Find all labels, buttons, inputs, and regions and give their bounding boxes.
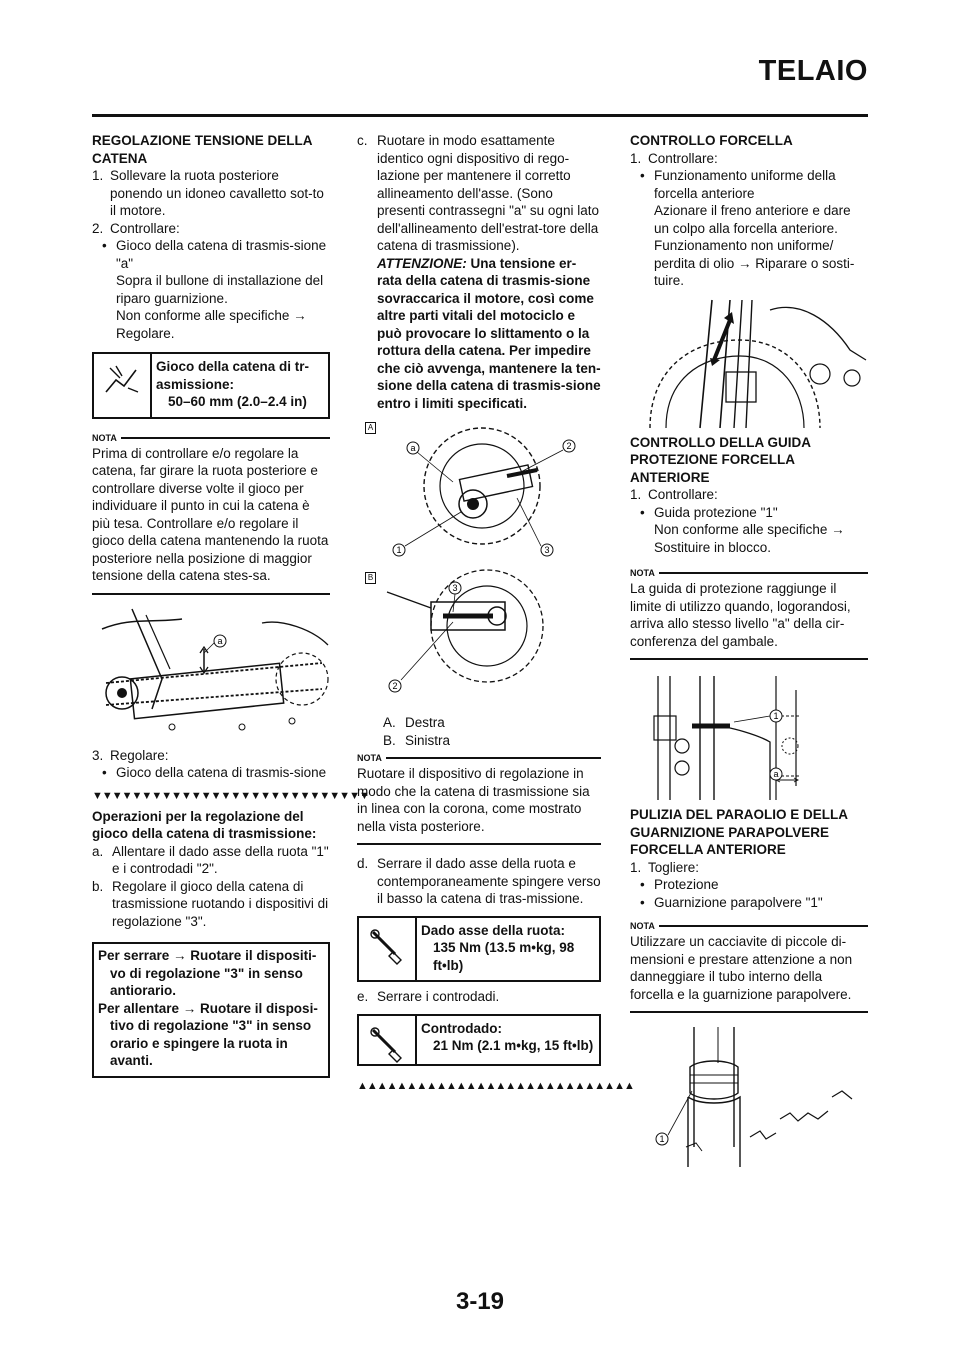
figure-tag-b: B (365, 572, 376, 584)
op-d: d. Serrare il dado asse della ruota e contemporaneamente spingere verso il basso la catena di tras-missione. (357, 856, 601, 906)
note-box (92, 433, 330, 595)
note-text: Utilizzare un cacciavite di piccole di-mensioni e prestare attenzione a non danneggiare il tubo interno della forcella e la guarnizione parapolvere. (630, 934, 853, 1002)
bullet-fork-operation: • Funzionamento uniforme della forcella anteriore (640, 168, 836, 201)
note-heading: NOTA (92, 433, 330, 443)
bullet-dust-seal: • Guarnizione parapolvere "1" (640, 894, 823, 910)
figure-tag-a: A (365, 422, 376, 434)
section-heading-seal-cleaning: PULIZIA DEL PARAOLIO E DELLA GUARNIZIONE PARAPOLVERE FORCELLA ANTERIORE (630, 807, 848, 857)
torque-wrench-icon (359, 918, 417, 981)
figure-label-1: 1 (396, 545, 402, 555)
column-3 (630, 132, 868, 1167)
page-title: TELAIO (758, 55, 868, 87)
column-1 (92, 132, 369, 1078)
note-heading: NOTA (630, 568, 868, 578)
spec-label: Gioco della catena di tr-asmissione: (156, 359, 310, 392)
spec-value: 135 Nm (13.5 m•kg, 98 ft•lb) (433, 940, 575, 973)
caution-label: ATTENZIONE: (377, 255, 467, 271)
step-2: 2. Controllare: (92, 220, 180, 236)
bullet-adjust: • Gioco della catena di trasmis-sione (102, 765, 327, 780)
figure-label-a: a (410, 443, 416, 453)
bullet-chain-slack: • Gioco della catena di trasmis-sione "a" (102, 238, 327, 271)
step-3: 3. Regolare: (92, 747, 169, 763)
note-box (630, 921, 868, 1013)
legend-b: B. Sinistra (383, 732, 451, 748)
step-1: 1. Controllare: (630, 487, 718, 502)
section-heading-fork-check: CONTROLLO FORCELLA (630, 133, 793, 148)
figure-label-a: a (217, 635, 223, 646)
note-text: Ruotare il dispositivo di regolazione in modo che la catena di trasmissione sia in linea con la corona, come mostrato nella vista posteriore. (357, 766, 590, 834)
figure-label-2: 2 (392, 681, 398, 691)
legend-a: A. Destra (383, 715, 445, 730)
bullet-protector: • Protezione (640, 877, 719, 892)
op-e: e. Serrare i controdadi. (357, 989, 500, 1004)
chain-slack-figure (92, 609, 330, 739)
spec-label: Controdado: (421, 1020, 502, 1036)
spec-value: 21 Nm (2.1 m•kg, 15 ft•lb) (433, 1038, 594, 1053)
spec-box-chain-slack (92, 352, 330, 419)
header-rule (92, 114, 868, 117)
bullet-detail: Sopra il bullone di installazione del riparo guarnizione. (116, 273, 324, 306)
bullet-detail: Non conforme alle specifiche → Regolare. (116, 308, 307, 341)
adjuster-figure-left (357, 572, 601, 706)
section-heading-chain-tension: REGOLAZIONE TENSIONE DELLA CATENA (92, 133, 313, 166)
adjust-direction-box: Per serrare → Ruotare il dispositi- vo di regolazione "3" in senso antiorario. Per allentare → Ruotare il disposi- tivo di regolazione "3" in senso orario e spingere la ruota in avanti. (92, 942, 330, 1078)
measure-icon (94, 354, 152, 417)
figure-label-3: 3 (452, 583, 458, 593)
torque-wrench-icon (359, 1016, 417, 1064)
figure-label-a: a (773, 769, 779, 779)
step-1: 1. Controllare: (630, 150, 718, 166)
step-1: 1. Togliere: (630, 859, 700, 875)
step-1: 1. Sollevare la ruota posteriore ponendo un idoneo cavalletto sot-to il motore. (92, 168, 324, 218)
op-b: b. Regolare il gioco della catena di trasmissione ruotando i dispositivi di regolazione "3". (92, 878, 329, 929)
adjuster-figure-right (357, 422, 601, 562)
dust-seal-figure (630, 1027, 868, 1167)
column-2 (357, 132, 634, 1092)
fork-guard-figure (630, 676, 868, 800)
note-text: Prima di controllare e/o regolare la catena, far girare la ruota posteriore e controllare diverse volte il gioco per individuare il punto in cui la catena è più tesa. Controllare e/o regolare il gioco della catena mantenendo la ruota posteriore nella posizione di maggior tensione della catena stes-sa. (92, 445, 329, 583)
procedure-end-marker: ▲▲▲▲▲▲▲▲▲▲▲▲▲▲▲▲▲▲▲▲▲▲▲▲▲▲▲▲ (357, 1079, 634, 1092)
spec-label: Dado asse della ruota: (421, 922, 566, 938)
procedure-start-marker: ▼▼▼▼▼▼▼▼▼▼▼▼▼▼▼▼▼▼▼▼▼▼▼▼▼▼▼▼ (92, 789, 369, 802)
spec-value: 50–60 mm (2.0–2.4 in) (168, 394, 307, 409)
figure-label-1: 1 (659, 1134, 665, 1144)
spec-box-locknut (357, 1014, 601, 1066)
bullet-detail: Funzionamento non uniforme/ perdita di olio → Riparare o sosti-tuire. (654, 238, 855, 288)
caution-text: ATTENZIONE: Una tensione er-rata della catena di trasmis-sione sovraccarica il motore, così come altre parti vitali del motociclo e può provocare lo slittamento o la rottura della catena. Per impedire che ciò avvenga, mantenere la ten-sione della catena di trasmis-sione entro i limiti specificati. (377, 255, 601, 411)
figure-label-3: 3 (544, 545, 550, 555)
note-heading: NOTA (357, 753, 601, 763)
bullet-detail: Non conforme alle specifiche → Sostituire in blocco. (654, 522, 845, 555)
spec-box-axle-nut (357, 916, 601, 983)
figure-label-1: 1 (773, 711, 779, 721)
note-text: La guida di protezione raggiunge il limite di utilizzo quando, logorandosi, arriva allo stesso livello "a" della cir-conferenza del gambale. (630, 581, 851, 649)
note-box (357, 753, 601, 845)
bullet-guard: • Guida protezione "1" (640, 504, 778, 520)
note-box (630, 568, 868, 660)
fork-operation-figure (630, 300, 868, 428)
op-a: a. Allentare il dado asse della ruota "1" e i controdadi "2". (92, 843, 329, 876)
op-c: c. Ruotare in modo esattamente identico ogni dispositivo di rego-lazione per mantenere il corretto allineamento dell'asse. (Sono presenti contrassegni "a" su ogni lato dell'allineamento dell'estrat-tore della catena di trasmissione). (357, 133, 599, 253)
bullet-detail: Azionare il freno anteriore e dare un colpo alla forcella anteriore. (654, 203, 851, 236)
figure-label-2: 2 (566, 441, 572, 451)
section-heading-fork-guard: CONTROLLO DELLA GUIDA PROTEZIONE FORCELLA ANTERIORE (630, 434, 811, 485)
note-heading: NOTA (630, 921, 868, 931)
page-number: 3-19 (455, 1288, 505, 1315)
procedure-heading: Operazioni per la regolazione del gioco della catena di trasmissione: (92, 808, 317, 841)
